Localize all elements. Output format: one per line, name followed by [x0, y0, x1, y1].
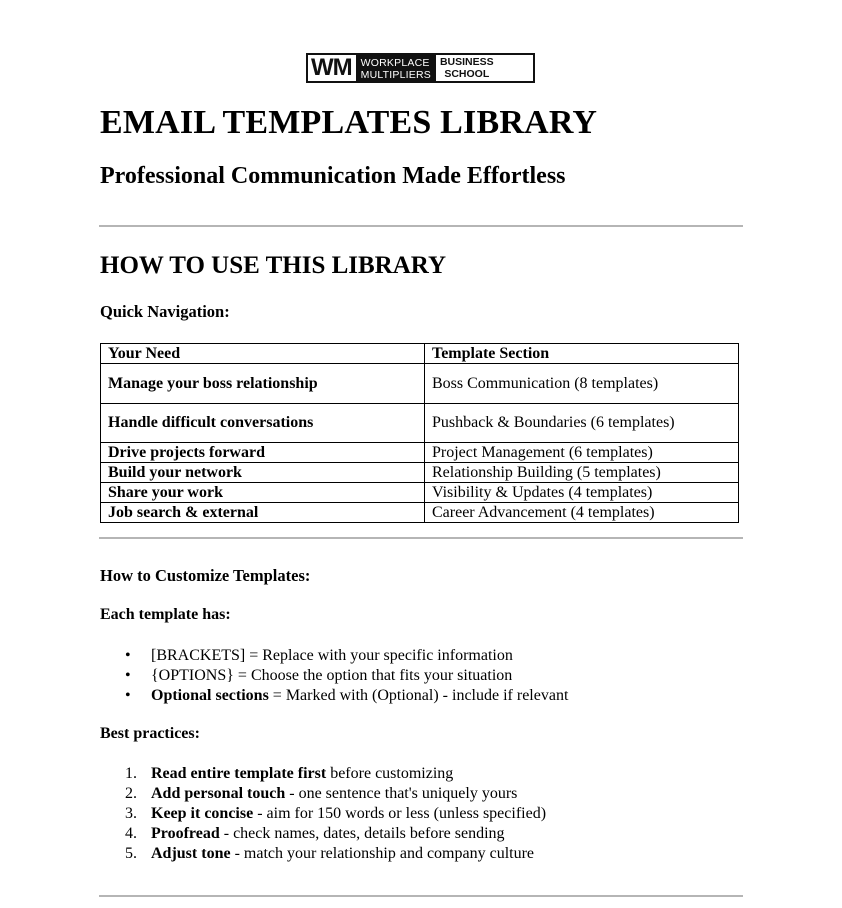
table-row — [101, 404, 739, 443]
customize-heading: How to Customize Templates: — [100, 566, 311, 585]
list-item — [100, 784, 546, 804]
logo-right-2: SCHOOL — [444, 68, 490, 80]
table-cell-need: Build your network — [101, 463, 425, 483]
item-term: Adjust tone — [151, 845, 231, 862]
list-item — [100, 666, 568, 686]
logo-line-1: WORKPLACE — [360, 56, 430, 69]
section-heading-how-to-use: HOW TO USE THIS LIBRARY — [100, 252, 447, 279]
table-header-section: Template Section — [425, 344, 739, 364]
item-number: 3. — [125, 805, 137, 822]
table-row — [101, 364, 739, 404]
table-cell-need: Drive projects forward — [101, 443, 425, 463]
item-desc: = Choose the option that fits your situation — [233, 667, 513, 684]
table-row — [101, 503, 739, 523]
table-header-need: Your Need — [101, 344, 425, 364]
item-desc: - aim for 150 words or less (unless specified) — [253, 805, 547, 822]
table-cell-need: Manage your boss relationship — [101, 364, 425, 404]
item-term: [BRACKETS] — [151, 647, 246, 664]
table-cell-section: Relationship Building (5 templates) — [425, 463, 739, 483]
item-term: Add personal touch — [151, 785, 286, 802]
table-cell-section: Visibility & Updates (4 templates) — [425, 483, 739, 503]
logo-line-2: MULTIPLIERS — [360, 68, 431, 81]
table-cell-need: Share your work — [101, 483, 425, 503]
item-number: 4. — [125, 825, 137, 842]
best-practices-list — [100, 764, 546, 864]
logo-name — [356, 55, 436, 81]
item-desc: = Replace with your specific information — [245, 647, 513, 664]
item-term: Keep it concise — [151, 805, 254, 822]
item-term: Proofread — [151, 825, 220, 842]
item-desc: - one sentence that's uniquely yours — [285, 785, 518, 802]
best-practices-label: Best practices: — [100, 725, 200, 742]
quick-navigation-label: Quick Navigation: — [100, 302, 230, 321]
navigation-table — [100, 343, 739, 523]
bullet-icon: • — [125, 687, 131, 704]
list-item — [100, 824, 546, 844]
table-cell-section: Pushback & Boundaries (6 templates) — [425, 404, 739, 443]
item-term: Optional sections — [151, 687, 269, 704]
item-term: {OPTIONS} — [151, 667, 234, 684]
page-title: EMAIL TEMPLATES LIBRARY — [100, 104, 598, 141]
item-desc: before customizing — [326, 765, 454, 782]
table-cell-section: Career Advancement (4 templates) — [425, 503, 739, 523]
table-row — [101, 483, 739, 503]
item-number: 5. — [125, 845, 137, 862]
list-item — [100, 646, 568, 666]
table-cell-need: Handle difficult conversations — [101, 404, 425, 443]
each-template-label: Each template has: — [100, 606, 231, 623]
divider — [99, 537, 743, 539]
divider — [99, 225, 743, 227]
item-number: 2. — [125, 785, 137, 802]
divider — [99, 895, 743, 897]
item-desc: = Marked with (Optional) - include if relevant — [268, 687, 569, 704]
company-logo — [306, 53, 535, 83]
bullet-icon: • — [125, 667, 131, 684]
table-cell-section: Project Management (6 templates) — [425, 443, 739, 463]
list-item — [100, 686, 568, 706]
list-item — [100, 764, 546, 784]
list-item — [100, 804, 546, 824]
table-row — [101, 443, 739, 463]
logo-right-1: BUSINESS — [439, 56, 494, 68]
logo-school — [436, 55, 498, 81]
list-item — [100, 844, 546, 864]
item-number: 1. — [125, 765, 137, 782]
table-header-row — [101, 344, 739, 364]
item-term: Read entire template first — [151, 765, 327, 782]
table-row — [101, 463, 739, 483]
table-cell-section: Boss Communication (8 templates) — [425, 364, 739, 404]
page-subtitle: Professional Communication Made Effortless — [100, 163, 566, 189]
bullet-icon: • — [125, 647, 131, 664]
template-parts-list — [100, 646, 568, 706]
table-cell-need: Job search & external — [101, 503, 425, 523]
logo-mark: WM — [308, 55, 356, 81]
item-desc: - check names, dates, details before sending — [219, 825, 505, 842]
item-desc: - match your relationship and company culture — [230, 845, 535, 862]
